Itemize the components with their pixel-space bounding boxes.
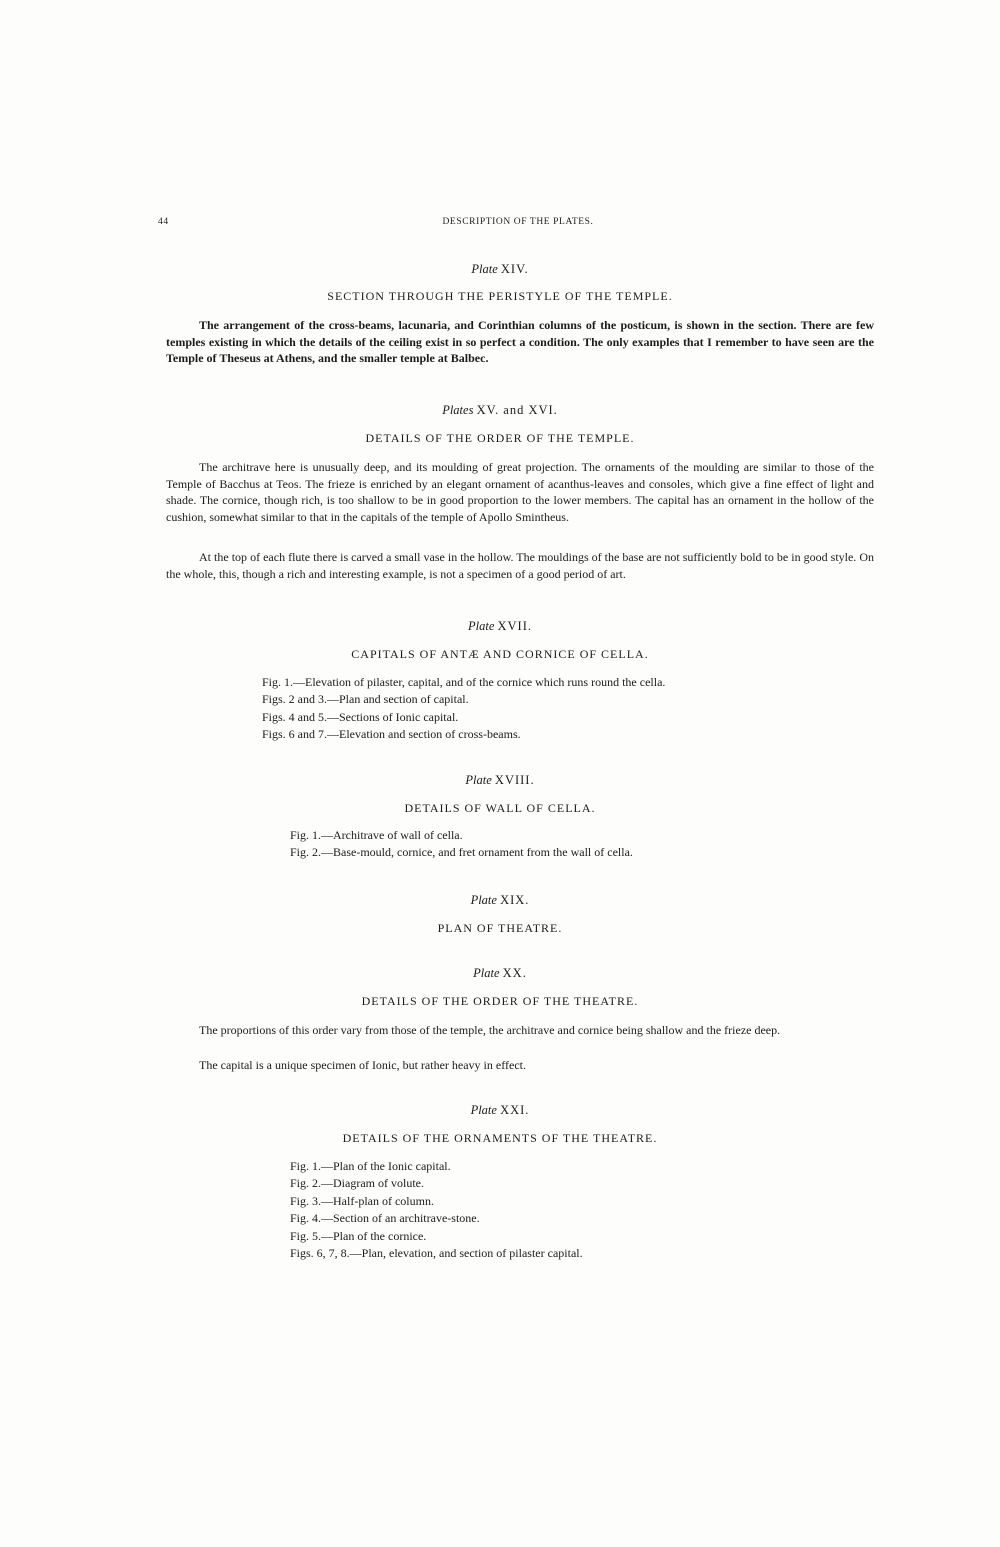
figure-item: Figs. 6, 7, 8.—Plan, elevation, and section of pilaster capital. bbox=[290, 1246, 583, 1261]
plate-number: XX. bbox=[502, 966, 527, 980]
plate-label bbox=[0, 619, 1000, 634]
running-head bbox=[158, 217, 878, 233]
figure-list bbox=[290, 827, 633, 862]
figure-item: Fig. 2.—Base-mould, cornice, and fret ornament from the wall of cella. bbox=[290, 845, 633, 860]
figure-item: Fig. 1.—Architrave of wall of cella. bbox=[290, 828, 463, 842]
figure-item: Fig. 3.—Half-plan of column. bbox=[290, 1193, 434, 1208]
section-title: PLAN OF THEATRE. bbox=[437, 921, 563, 935]
running-title: DESCRIPTION OF THE PLATES. bbox=[442, 217, 594, 227]
page-number: 44 bbox=[158, 217, 169, 227]
plate-label bbox=[0, 893, 1000, 908]
body-paragraph: The arrangement of the cross-beams, lacunaria, and Corinthian columns of the posticum, is shown in the section. There are few temples existing in which the details of the ceiling exist in so perfect a condition. The only examples that I remember to have seen are the Temple of Theseus at Athens, and the smaller temple at Balbec. bbox=[166, 318, 874, 365]
plate-word: Plate bbox=[470, 1103, 497, 1117]
section-title: DETAILS OF THE ORDER OF THE TEMPLE. bbox=[365, 431, 635, 445]
figure-list bbox=[290, 1158, 583, 1262]
plate-number: XIX. bbox=[500, 893, 530, 907]
plate-number: XIV. bbox=[500, 262, 529, 276]
figure-item: Figs. 2 and 3.—Plan and section of capital. bbox=[262, 692, 469, 707]
body-paragraph: The architrave here is unusually deep, and its moulding of great projection. The ornaments of the moulding are similar to those of the Temple of Bacchus at Teos. The frieze is enriched by an elegant ornament of acanthus-leaves and consoles, which give a fine effect of light and shade. The cornice, though rich, is too shallow to be in good proportion to the lower members. The capital has an ornament in the hollow of the cushion, somewhat similar to that in the capitals of the temple of Apollo Smintheus. bbox=[166, 460, 874, 524]
figure-item: Fig. 5.—Plan of the cornice. bbox=[290, 1228, 427, 1243]
plate-number: XVIII. bbox=[494, 773, 535, 787]
section-title: DETAILS OF THE ORNAMENTS OF THE THEATRE. bbox=[342, 1131, 658, 1145]
plate-label bbox=[0, 773, 1000, 788]
plate-label bbox=[0, 1103, 1000, 1118]
plate-label bbox=[0, 262, 1000, 277]
plate-word: Plate bbox=[467, 619, 495, 633]
plate-label bbox=[0, 403, 1000, 418]
plate-number: XVII. bbox=[497, 619, 533, 633]
plate-word: Plates bbox=[442, 403, 474, 417]
figure-item: Figs. 6 and 7.—Elevation and section of cross-beams. bbox=[262, 727, 521, 742]
section-title: DETAILS OF THE ORDER OF THE THEATRE. bbox=[361, 994, 639, 1008]
figure-item: Fig. 1.—Elevation of pilaster, capital, and of the cornice which runs round the cella. bbox=[262, 675, 666, 689]
plate-word: Plate bbox=[473, 966, 500, 980]
figure-list bbox=[262, 674, 665, 744]
plate-label bbox=[0, 966, 1000, 981]
plate-word: Plate bbox=[471, 262, 498, 276]
plate-word: Plate bbox=[465, 773, 492, 787]
figure-item: Figs. 4 and 5.—Sections of Ionic capital. bbox=[262, 709, 459, 724]
figure-item: Fig. 2.—Diagram of volute. bbox=[290, 1176, 424, 1191]
plate-word: Plate bbox=[470, 893, 497, 907]
figure-item: Fig. 1.—Plan of the Ionic capital. bbox=[290, 1159, 451, 1173]
section-title: SECTION THROUGH THE PERISTYLE OF THE TEMPLE. bbox=[327, 289, 673, 303]
plate-number: XV. and XVI. bbox=[476, 403, 558, 417]
plate-number: XXI. bbox=[500, 1103, 530, 1117]
section-title: DETAILS OF WALL OF CELLA. bbox=[404, 801, 596, 815]
figure-item: Fig. 4.—Section of an architrave-stone. bbox=[290, 1211, 480, 1226]
body-paragraph: The capital is a unique specimen of Ionic, but rather heavy in effect. bbox=[199, 1058, 526, 1072]
body-paragraph: At the top of each flute there is carved a small vase in the hollow. The mouldings of the base are not sufficiently bold to be in good style. On the whole, this, though a rich and interesting example, is not a specimen of a good period of art. bbox=[166, 550, 874, 581]
body-paragraph: The proportions of this order vary from those of the temple, the architrave and cornice being shallow and the frieze deep. bbox=[199, 1023, 781, 1037]
section-title: CAPITALS OF ANTÆ AND CORNICE OF CELLA. bbox=[351, 647, 649, 661]
